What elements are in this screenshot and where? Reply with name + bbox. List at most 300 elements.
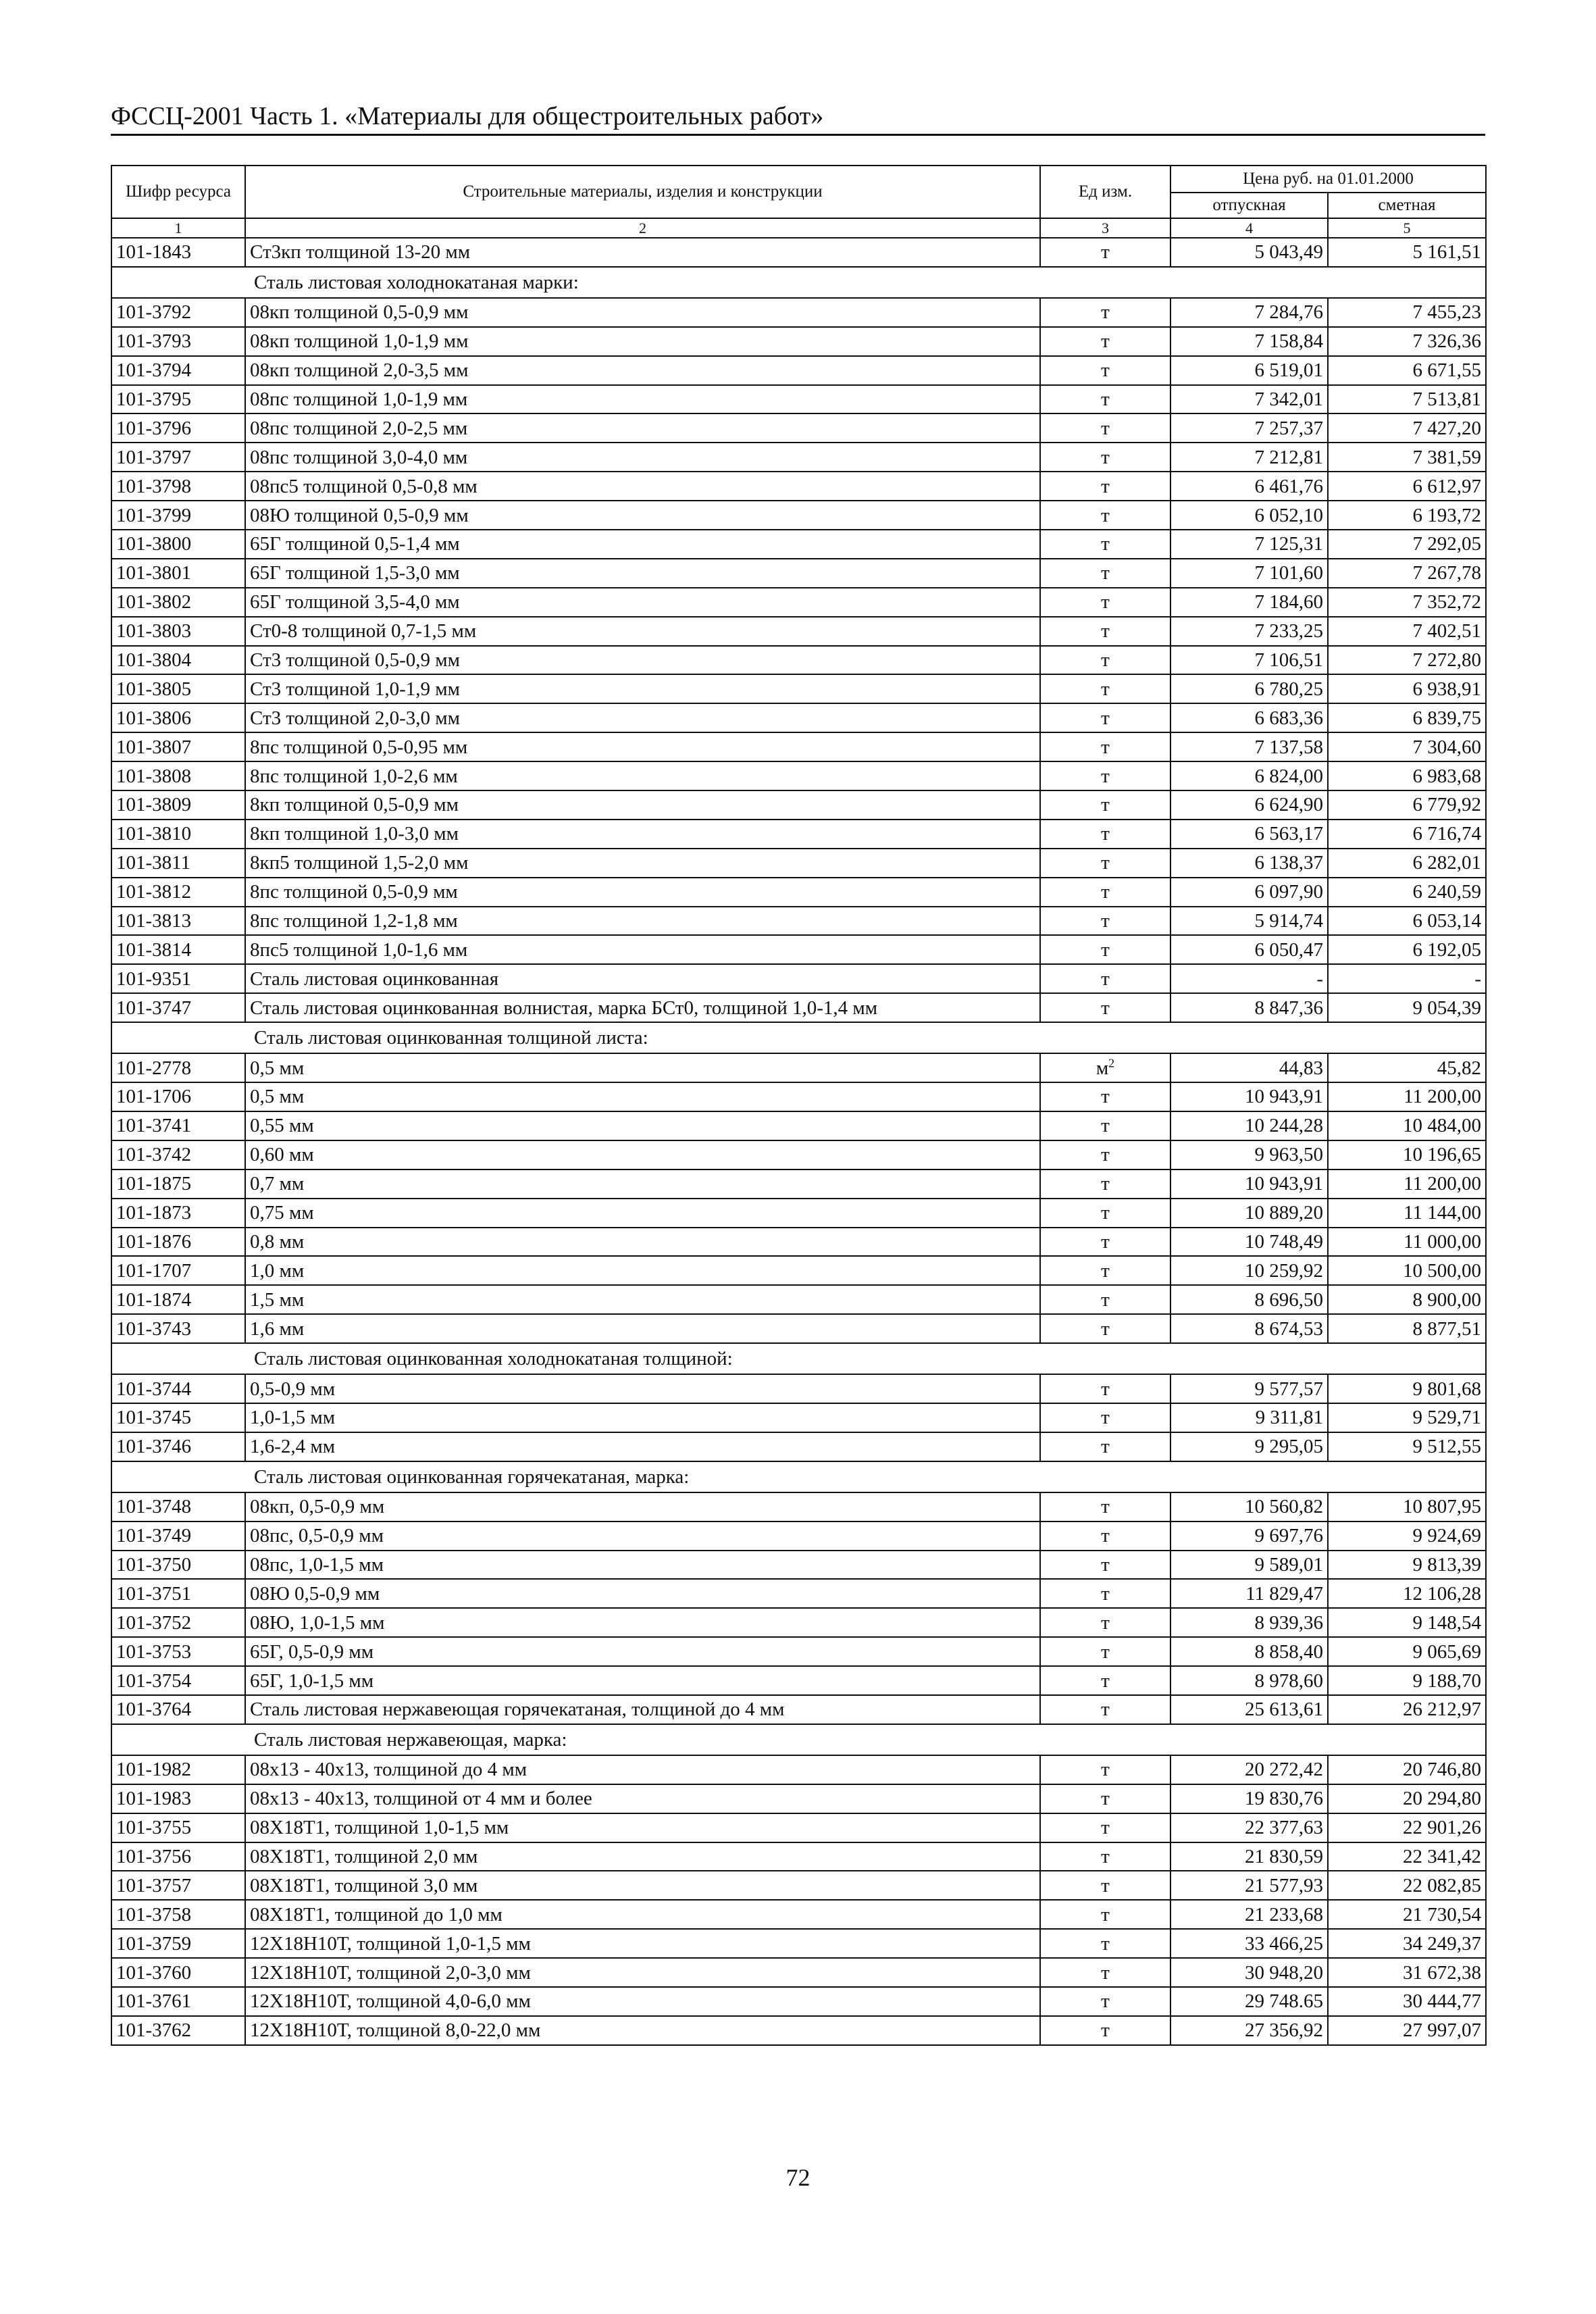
table-row [111, 1082, 1486, 1111]
estimate-price-cell: 34 249,37 [1328, 1929, 1486, 1958]
resource-code-cell: 101-3801 [111, 559, 245, 588]
material-name-cell: Сталь листовая нержавеющая горячекатаная, толщиной до 4 мм [245, 1695, 1040, 1724]
unit-cell: т [1040, 530, 1170, 559]
unit-cell: т [1040, 413, 1170, 443]
unit-cell: т [1040, 1111, 1170, 1140]
release-price-cell: 21 577,93 [1170, 1871, 1328, 1900]
unit-cell: т [1040, 878, 1170, 907]
resource-code-cell: 101-1874 [111, 1285, 245, 1314]
material-name-cell: 1,0-1,5 мм [245, 1403, 1040, 1432]
material-name-cell: 08пс толщиной 1,0-1,9 мм [245, 385, 1040, 414]
table-row [111, 1169, 1486, 1199]
estimate-price-cell: 7 513,81 [1328, 385, 1486, 414]
material-name-cell: 8пс5 толщиной 1,0-1,6 мм [245, 935, 1040, 964]
table-row [111, 1842, 1486, 1871]
estimate-price-cell: 6 192,05 [1328, 935, 1486, 964]
resource-code-cell: 101-1983 [111, 1784, 245, 1813]
unit-cell: т [1040, 1813, 1170, 1842]
page-number: 72 [786, 2164, 810, 2191]
resource-code-cell: 101-3811 [111, 849, 245, 878]
estimate-price-cell: 10 500,00 [1328, 1256, 1486, 1285]
table-row [111, 820, 1486, 849]
material-name-cell: 1,0 мм [245, 1256, 1040, 1285]
release-price-cell: 19 830,76 [1170, 1784, 1328, 1813]
estimate-price-cell: 11 144,00 [1328, 1199, 1486, 1228]
estimate-price-cell: 22 901,26 [1328, 1813, 1486, 1842]
material-name-cell: 65Г, 0,5-0,9 мм [245, 1637, 1040, 1666]
resource-code-cell: 101-3761 [111, 1987, 245, 2016]
unit-cell: т [1040, 443, 1170, 472]
release-price-cell: 10 259,92 [1170, 1256, 1328, 1285]
table-row [111, 790, 1486, 820]
unit-cell: т [1040, 1755, 1170, 1784]
release-price-cell: 21 233,68 [1170, 1900, 1328, 1929]
resource-code-cell: 101-3749 [111, 1521, 245, 1551]
release-price-cell: 29 748.65 [1170, 1987, 1328, 2016]
material-name-cell: Сталь листовая оцинкованная [245, 964, 1040, 993]
material-name-cell: 65Г, 1,0-1,5 мм [245, 1666, 1040, 1695]
material-name-cell: 0,75 мм [245, 1199, 1040, 1228]
material-name-cell: Ст3 толщиной 1,0-1,9 мм [245, 674, 1040, 703]
resource-code-cell: 101-3752 [111, 1608, 245, 1637]
release-price-cell: 25 613,61 [1170, 1695, 1328, 1724]
table-row [111, 238, 1486, 267]
release-price-cell: 10 889,20 [1170, 1199, 1328, 1228]
release-price-cell: 6 563,17 [1170, 820, 1328, 849]
unit-cell: т [1040, 964, 1170, 993]
unit-cell: т [1040, 1958, 1170, 1987]
table-row [111, 703, 1486, 732]
unit-cell: т [1040, 1608, 1170, 1637]
material-name-cell: 08кп, 0,5-0,9 мм [245, 1492, 1040, 1521]
table-row [111, 1579, 1486, 1608]
estimate-price-cell: 22 341,42 [1328, 1842, 1486, 1871]
estimate-price-cell: 7 455,23 [1328, 298, 1486, 327]
release-price-cell: 7 257,37 [1170, 413, 1328, 443]
table-row [111, 1900, 1486, 1929]
material-name-cell: 12Х18Н10Т, толщиной 2,0-3,0 мм [245, 1958, 1040, 1987]
section-row [111, 1461, 1486, 1492]
resource-code-cell: 101-3759 [111, 1929, 245, 1958]
material-name-cell: 08Ю, 1,0-1,5 мм [245, 1608, 1040, 1637]
release-price-cell: - [1170, 964, 1328, 993]
resource-code-cell: 101-3794 [111, 356, 245, 385]
section-row [111, 1724, 1486, 1755]
table-row [111, 385, 1486, 414]
table-row [111, 878, 1486, 907]
material-name-cell: 65Г толщиной 1,5-3,0 мм [245, 559, 1040, 588]
table-row [111, 559, 1486, 588]
resource-code-cell: 101-3805 [111, 674, 245, 703]
release-price-cell: 44,83 [1170, 1053, 1328, 1082]
resource-code-cell: 101-3756 [111, 1842, 245, 1871]
estimate-price-cell: 20 746,80 [1328, 1755, 1486, 1784]
material-name-cell: Ст3кп толщиной 13-20 мм [245, 238, 1040, 267]
unit-cell [1040, 1053, 1170, 1082]
material-name-cell: 0,5 мм [245, 1053, 1040, 1082]
material-name-cell: 08Ю 0,5-0,9 мм [245, 1579, 1040, 1608]
unit-cell: т [1040, 761, 1170, 790]
table-row [111, 356, 1486, 385]
unit-cell: т [1040, 1521, 1170, 1551]
table-row [111, 674, 1486, 703]
unit-cell: т [1040, 790, 1170, 820]
unit-cell: т [1040, 472, 1170, 501]
material-name-cell: 08пс, 0,5-0,9 мм [245, 1521, 1040, 1551]
estimate-price-cell: 6 839,75 [1328, 703, 1486, 732]
release-price-cell: 9 577,57 [1170, 1374, 1328, 1403]
release-price-cell: 27 356,92 [1170, 2016, 1328, 2045]
estimate-price-cell: 10 484,00 [1328, 1111, 1486, 1140]
col-number: 2 [245, 218, 1040, 238]
material-name-cell: 1,5 мм [245, 1285, 1040, 1314]
resource-code-cell: 101-3747 [111, 993, 245, 1022]
release-price-cell: 6 050,47 [1170, 935, 1328, 964]
resource-code-cell: 101-1873 [111, 1199, 245, 1228]
release-price-cell: 7 125,31 [1170, 530, 1328, 559]
material-name-cell: 08пс, 1,0-1,5 мм [245, 1551, 1040, 1580]
resource-code-cell: 101-3750 [111, 1551, 245, 1580]
unit-cell: т [1040, 2016, 1170, 2045]
resource-code-cell: 101-3799 [111, 501, 245, 530]
col-header-code: Шифр ресурса [111, 166, 245, 218]
table-row [111, 1403, 1486, 1432]
resource-code-cell: 101-1875 [111, 1169, 245, 1199]
table-row [111, 1374, 1486, 1403]
estimate-price-cell: 21 730,54 [1328, 1900, 1486, 1929]
col-header-release: отпускная [1170, 193, 1328, 218]
release-price-cell: 6 683,36 [1170, 703, 1328, 732]
unit-cell: т [1040, 501, 1170, 530]
table-row [111, 907, 1486, 936]
unit-cell: т [1040, 1314, 1170, 1343]
resource-code-cell: 101-3804 [111, 646, 245, 675]
unit-cell: т [1040, 674, 1170, 703]
estimate-price-cell: 20 294,80 [1328, 1784, 1486, 1813]
table-row [111, 443, 1486, 472]
table-row [111, 1053, 1486, 1082]
resource-code-cell: 101-3806 [111, 703, 245, 732]
resource-code-cell: 101-3807 [111, 732, 245, 761]
resource-code-cell: 101-3812 [111, 878, 245, 907]
estimate-price-cell: 6 193,72 [1328, 501, 1486, 530]
release-price-cell: 9 963,50 [1170, 1140, 1328, 1169]
release-price-cell: 9 589,01 [1170, 1551, 1328, 1580]
material-name-cell: 08х13 - 40х13, толщиной до 4 мм [245, 1755, 1040, 1784]
material-name-cell: 08Х18Т1, толщиной 3,0 мм [245, 1871, 1040, 1900]
estimate-price-cell: 22 082,85 [1328, 1871, 1486, 1900]
unit-cell: т [1040, 1637, 1170, 1666]
release-price-cell: 5 914,74 [1170, 907, 1328, 936]
section-row [111, 1343, 1486, 1374]
material-name-cell: 0,5 мм [245, 1082, 1040, 1111]
resource-code-cell: 101-3810 [111, 820, 245, 849]
release-price-cell: 8 674,53 [1170, 1314, 1328, 1343]
release-price-cell: 7 101,60 [1170, 559, 1328, 588]
release-price-cell: 8 858,40 [1170, 1637, 1328, 1666]
table-row [111, 413, 1486, 443]
resource-code-cell: 101-1982 [111, 1755, 245, 1784]
resource-code-cell: 101-3796 [111, 413, 245, 443]
material-name-cell: 12Х18Н10Т, толщиной 1,0-1,5 мм [245, 1929, 1040, 1958]
material-name-cell: 8кп толщиной 1,0-3,0 мм [245, 820, 1040, 849]
estimate-price-cell: 9 148,54 [1328, 1608, 1486, 1637]
unit-cell: т [1040, 849, 1170, 878]
material-name-cell: 0,60 мм [245, 1140, 1040, 1169]
estimate-price-cell: 9 065,69 [1328, 1637, 1486, 1666]
table-row [111, 1285, 1486, 1314]
release-price-cell: 7 342,01 [1170, 385, 1328, 414]
unit-cell: т [1040, 1784, 1170, 1813]
material-name-cell: Ст0-8 толщиной 0,7-1,5 мм [245, 617, 1040, 646]
table-row [111, 1695, 1486, 1724]
section-title: Сталь листовая нержавеющая, марка: [111, 1724, 1486, 1755]
release-price-cell: 8 696,50 [1170, 1285, 1328, 1314]
release-price-cell: 6 461,76 [1170, 472, 1328, 501]
estimate-price-cell: 12 106,28 [1328, 1579, 1486, 1608]
estimate-price-cell: 7 381,59 [1328, 443, 1486, 472]
estimate-price-cell: 31 672,38 [1328, 1958, 1486, 1987]
col-number: 5 [1328, 218, 1486, 238]
col-number: 1 [111, 218, 245, 238]
table-row [111, 472, 1486, 501]
material-name-cell: 0,55 мм [245, 1111, 1040, 1140]
material-name-cell: 08Х18Т1, толщиной 1,0-1,5 мм [245, 1813, 1040, 1842]
section-title: Сталь листовая оцинкованная холоднокатаная толщиной: [111, 1343, 1486, 1374]
resource-code-cell: 101-3792 [111, 298, 245, 327]
unit-cell: т [1040, 298, 1170, 327]
col-number: 3 [1040, 218, 1170, 238]
unit-cell: т [1040, 646, 1170, 675]
resource-code-cell: 101-1707 [111, 1256, 245, 1285]
table-row [111, 1666, 1486, 1695]
release-price-cell: 8 978,60 [1170, 1666, 1328, 1695]
table-row [111, 1492, 1486, 1521]
material-name-cell: 0,7 мм [245, 1169, 1040, 1199]
resource-code-cell: 101-3757 [111, 1871, 245, 1900]
table-row [111, 849, 1486, 878]
resource-code-cell: 101-3753 [111, 1637, 245, 1666]
material-name-cell: 08пс толщиной 2,0-2,5 мм [245, 413, 1040, 443]
table-row [111, 1521, 1486, 1551]
table-row [111, 1958, 1486, 1987]
resource-code-cell: 101-3751 [111, 1579, 245, 1608]
unit-superscript: 2 [1108, 1055, 1115, 1070]
table-row [111, 1929, 1486, 1958]
material-name-cell: 8пс толщиной 1,0-2,6 мм [245, 761, 1040, 790]
unit-cell: т [1040, 1871, 1170, 1900]
release-price-cell: 6 624,90 [1170, 790, 1328, 820]
resource-code-cell: 101-2778 [111, 1053, 245, 1082]
table-row [111, 1987, 1486, 2016]
resource-code-cell: 101-3742 [111, 1140, 245, 1169]
resource-code-cell: 101-3758 [111, 1900, 245, 1929]
estimate-price-cell: 6 053,14 [1328, 907, 1486, 936]
estimate-price-cell: 8 877,51 [1328, 1314, 1486, 1343]
estimate-price-cell: 11 200,00 [1328, 1082, 1486, 1111]
table-row [111, 993, 1486, 1022]
unit-cell: т [1040, 1900, 1170, 1929]
material-name-cell: Сталь листовая оцинкованная волнистая, марка БСт0, толщиной 1,0-1,4 мм [245, 993, 1040, 1022]
resource-code-cell: 101-3802 [111, 588, 245, 617]
resource-code-cell: 101-3743 [111, 1314, 245, 1343]
unit-text: м [1096, 1057, 1109, 1079]
resource-code-cell: 101-3741 [111, 1111, 245, 1140]
table-row [111, 964, 1486, 993]
estimate-price-cell: 7 326,36 [1328, 327, 1486, 356]
resource-code-cell: 101-3744 [111, 1374, 245, 1403]
section-row [111, 1022, 1486, 1053]
unit-cell: т [1040, 820, 1170, 849]
release-price-cell: 6 052,10 [1170, 501, 1328, 530]
release-price-cell: 30 948,20 [1170, 1958, 1328, 1987]
material-name-cell: Ст3 толщиной 2,0-3,0 мм [245, 703, 1040, 732]
release-price-cell: 7 106,51 [1170, 646, 1328, 675]
resource-code-cell: 101-1876 [111, 1228, 245, 1257]
col-header-name: Строительные материалы, изделия и конструкции [245, 166, 1040, 218]
table-row [111, 1314, 1486, 1343]
material-name-cell: 08пс5 толщиной 0,5-0,8 мм [245, 472, 1040, 501]
section-title: Сталь листовая оцинкованная горячекатаная, марка: [111, 1461, 1486, 1492]
estimate-price-cell: 6 716,74 [1328, 820, 1486, 849]
table-row [111, 646, 1486, 675]
unit-cell: т [1040, 238, 1170, 267]
estimate-price-cell: 7 427,20 [1328, 413, 1486, 443]
release-price-cell: 7 184,60 [1170, 588, 1328, 617]
unit-cell: т [1040, 1579, 1170, 1608]
release-price-cell: 7 233,25 [1170, 617, 1328, 646]
table-row [111, 2016, 1486, 2045]
resource-code-cell: 101-3808 [111, 761, 245, 790]
table-row [111, 298, 1486, 327]
table-row [111, 1637, 1486, 1666]
material-name-cell: 1,6 мм [245, 1314, 1040, 1343]
unit-cell: т [1040, 1082, 1170, 1111]
estimate-price-cell: 6 779,92 [1328, 790, 1486, 820]
release-price-cell: 10 560,82 [1170, 1492, 1328, 1521]
table-row [111, 530, 1486, 559]
estimate-price-cell: 6 983,68 [1328, 761, 1486, 790]
release-price-cell: 22 377,63 [1170, 1813, 1328, 1842]
col-header-unit: Ед изм. [1040, 166, 1170, 218]
unit-cell: т [1040, 703, 1170, 732]
col-header-estimate: сметная [1328, 193, 1486, 218]
unit-cell: т [1040, 1228, 1170, 1257]
estimate-price-cell: 27 997,07 [1328, 2016, 1486, 2045]
estimate-price-cell: 7 402,51 [1328, 617, 1486, 646]
table-row [111, 732, 1486, 761]
resource-code-cell: 101-3764 [111, 1695, 245, 1724]
material-name-cell: 08кп толщиной 2,0-3,5 мм [245, 356, 1040, 385]
estimate-price-cell: 10 807,95 [1328, 1492, 1486, 1521]
page-header: ФССЦ-2001 Часть 1. «Материалы для общестроительных работ» [111, 100, 1485, 136]
unit-cell: т [1040, 1842, 1170, 1871]
unit-cell: т [1040, 559, 1170, 588]
material-name-cell: 08кп толщиной 1,0-1,9 мм [245, 327, 1040, 356]
release-price-cell: 10 244,28 [1170, 1111, 1328, 1140]
unit-cell: т [1040, 1492, 1170, 1521]
unit-cell: т [1040, 1551, 1170, 1580]
release-price-cell: 10 748,49 [1170, 1228, 1328, 1257]
table-row [111, 588, 1486, 617]
material-name-cell: 65Г толщиной 0,5-1,4 мм [245, 530, 1040, 559]
unit-cell: т [1040, 1929, 1170, 1958]
estimate-price-cell: - [1328, 964, 1486, 993]
resource-code-cell: 101-3800 [111, 530, 245, 559]
release-price-cell: 21 830,59 [1170, 1842, 1328, 1871]
estimate-price-cell: 9 924,69 [1328, 1521, 1486, 1551]
estimate-price-cell: 9 188,70 [1328, 1666, 1486, 1695]
estimate-price-cell: 6 240,59 [1328, 878, 1486, 907]
release-price-cell: 9 295,05 [1170, 1432, 1328, 1461]
material-name-cell: 08Х18Т1, толщиной 2,0 мм [245, 1842, 1040, 1871]
table-row [111, 1199, 1486, 1228]
section-row [111, 267, 1486, 298]
release-price-cell: 5 043,49 [1170, 238, 1328, 267]
unit-cell: т [1040, 732, 1170, 761]
material-name-cell: 1,6-2,4 мм [245, 1432, 1040, 1461]
release-price-cell: 10 943,91 [1170, 1169, 1328, 1199]
resource-code-cell: 101-3795 [111, 385, 245, 414]
estimate-price-cell: 10 196,65 [1328, 1140, 1486, 1169]
resource-code-cell: 101-3813 [111, 907, 245, 936]
unit-cell: т [1040, 1169, 1170, 1199]
table-row [111, 1228, 1486, 1257]
estimate-price-cell: 5 161,51 [1328, 238, 1486, 267]
price-table [111, 165, 1487, 2046]
unit-cell: т [1040, 1666, 1170, 1695]
section-title: Сталь листовая холоднокатаная марки: [111, 267, 1486, 298]
estimate-price-cell: 6 671,55 [1328, 356, 1486, 385]
material-name-cell: 12Х18Н10Т, толщиной 4,0-6,0 мм [245, 1987, 1040, 2016]
unit-cell: т [1040, 1285, 1170, 1314]
resource-code-cell: 101-3755 [111, 1813, 245, 1842]
material-name-cell: 65Г толщиной 3,5-4,0 мм [245, 588, 1040, 617]
table-row [111, 1256, 1486, 1285]
estimate-price-cell: 9 813,39 [1328, 1551, 1486, 1580]
resource-code-cell: 101-3762 [111, 2016, 245, 2045]
table-row [111, 1551, 1486, 1580]
resource-code-cell: 101-3793 [111, 327, 245, 356]
estimate-price-cell: 26 212,97 [1328, 1695, 1486, 1724]
table-row [111, 327, 1486, 356]
material-name-cell: 8кп5 толщиной 1,5-2,0 мм [245, 849, 1040, 878]
col-number: 4 [1170, 218, 1328, 238]
estimate-price-cell: 7 272,80 [1328, 646, 1486, 675]
table-row [111, 1813, 1486, 1842]
unit-cell: т [1040, 1140, 1170, 1169]
table-row [111, 1140, 1486, 1169]
resource-code-cell: 101-1843 [111, 238, 245, 267]
release-price-cell: 9 311,81 [1170, 1403, 1328, 1432]
unit-cell: т [1040, 993, 1170, 1022]
resource-code-cell: 101-3814 [111, 935, 245, 964]
resource-code-cell: 101-3754 [111, 1666, 245, 1695]
table-row [111, 1608, 1486, 1637]
estimate-price-cell: 7 304,60 [1328, 732, 1486, 761]
unit-cell: т [1040, 588, 1170, 617]
estimate-price-cell: 7 292,05 [1328, 530, 1486, 559]
resource-code-cell: 101-9351 [111, 964, 245, 993]
material-name-cell: 08пс толщиной 3,0-4,0 мм [245, 443, 1040, 472]
estimate-price-cell: 6 282,01 [1328, 849, 1486, 878]
unit-cell: т [1040, 935, 1170, 964]
unit-cell: т [1040, 1403, 1170, 1432]
release-price-cell: 7 158,84 [1170, 327, 1328, 356]
release-price-cell: 20 272,42 [1170, 1755, 1328, 1784]
release-price-cell: 6 780,25 [1170, 674, 1328, 703]
resource-code-cell: 101-3798 [111, 472, 245, 501]
